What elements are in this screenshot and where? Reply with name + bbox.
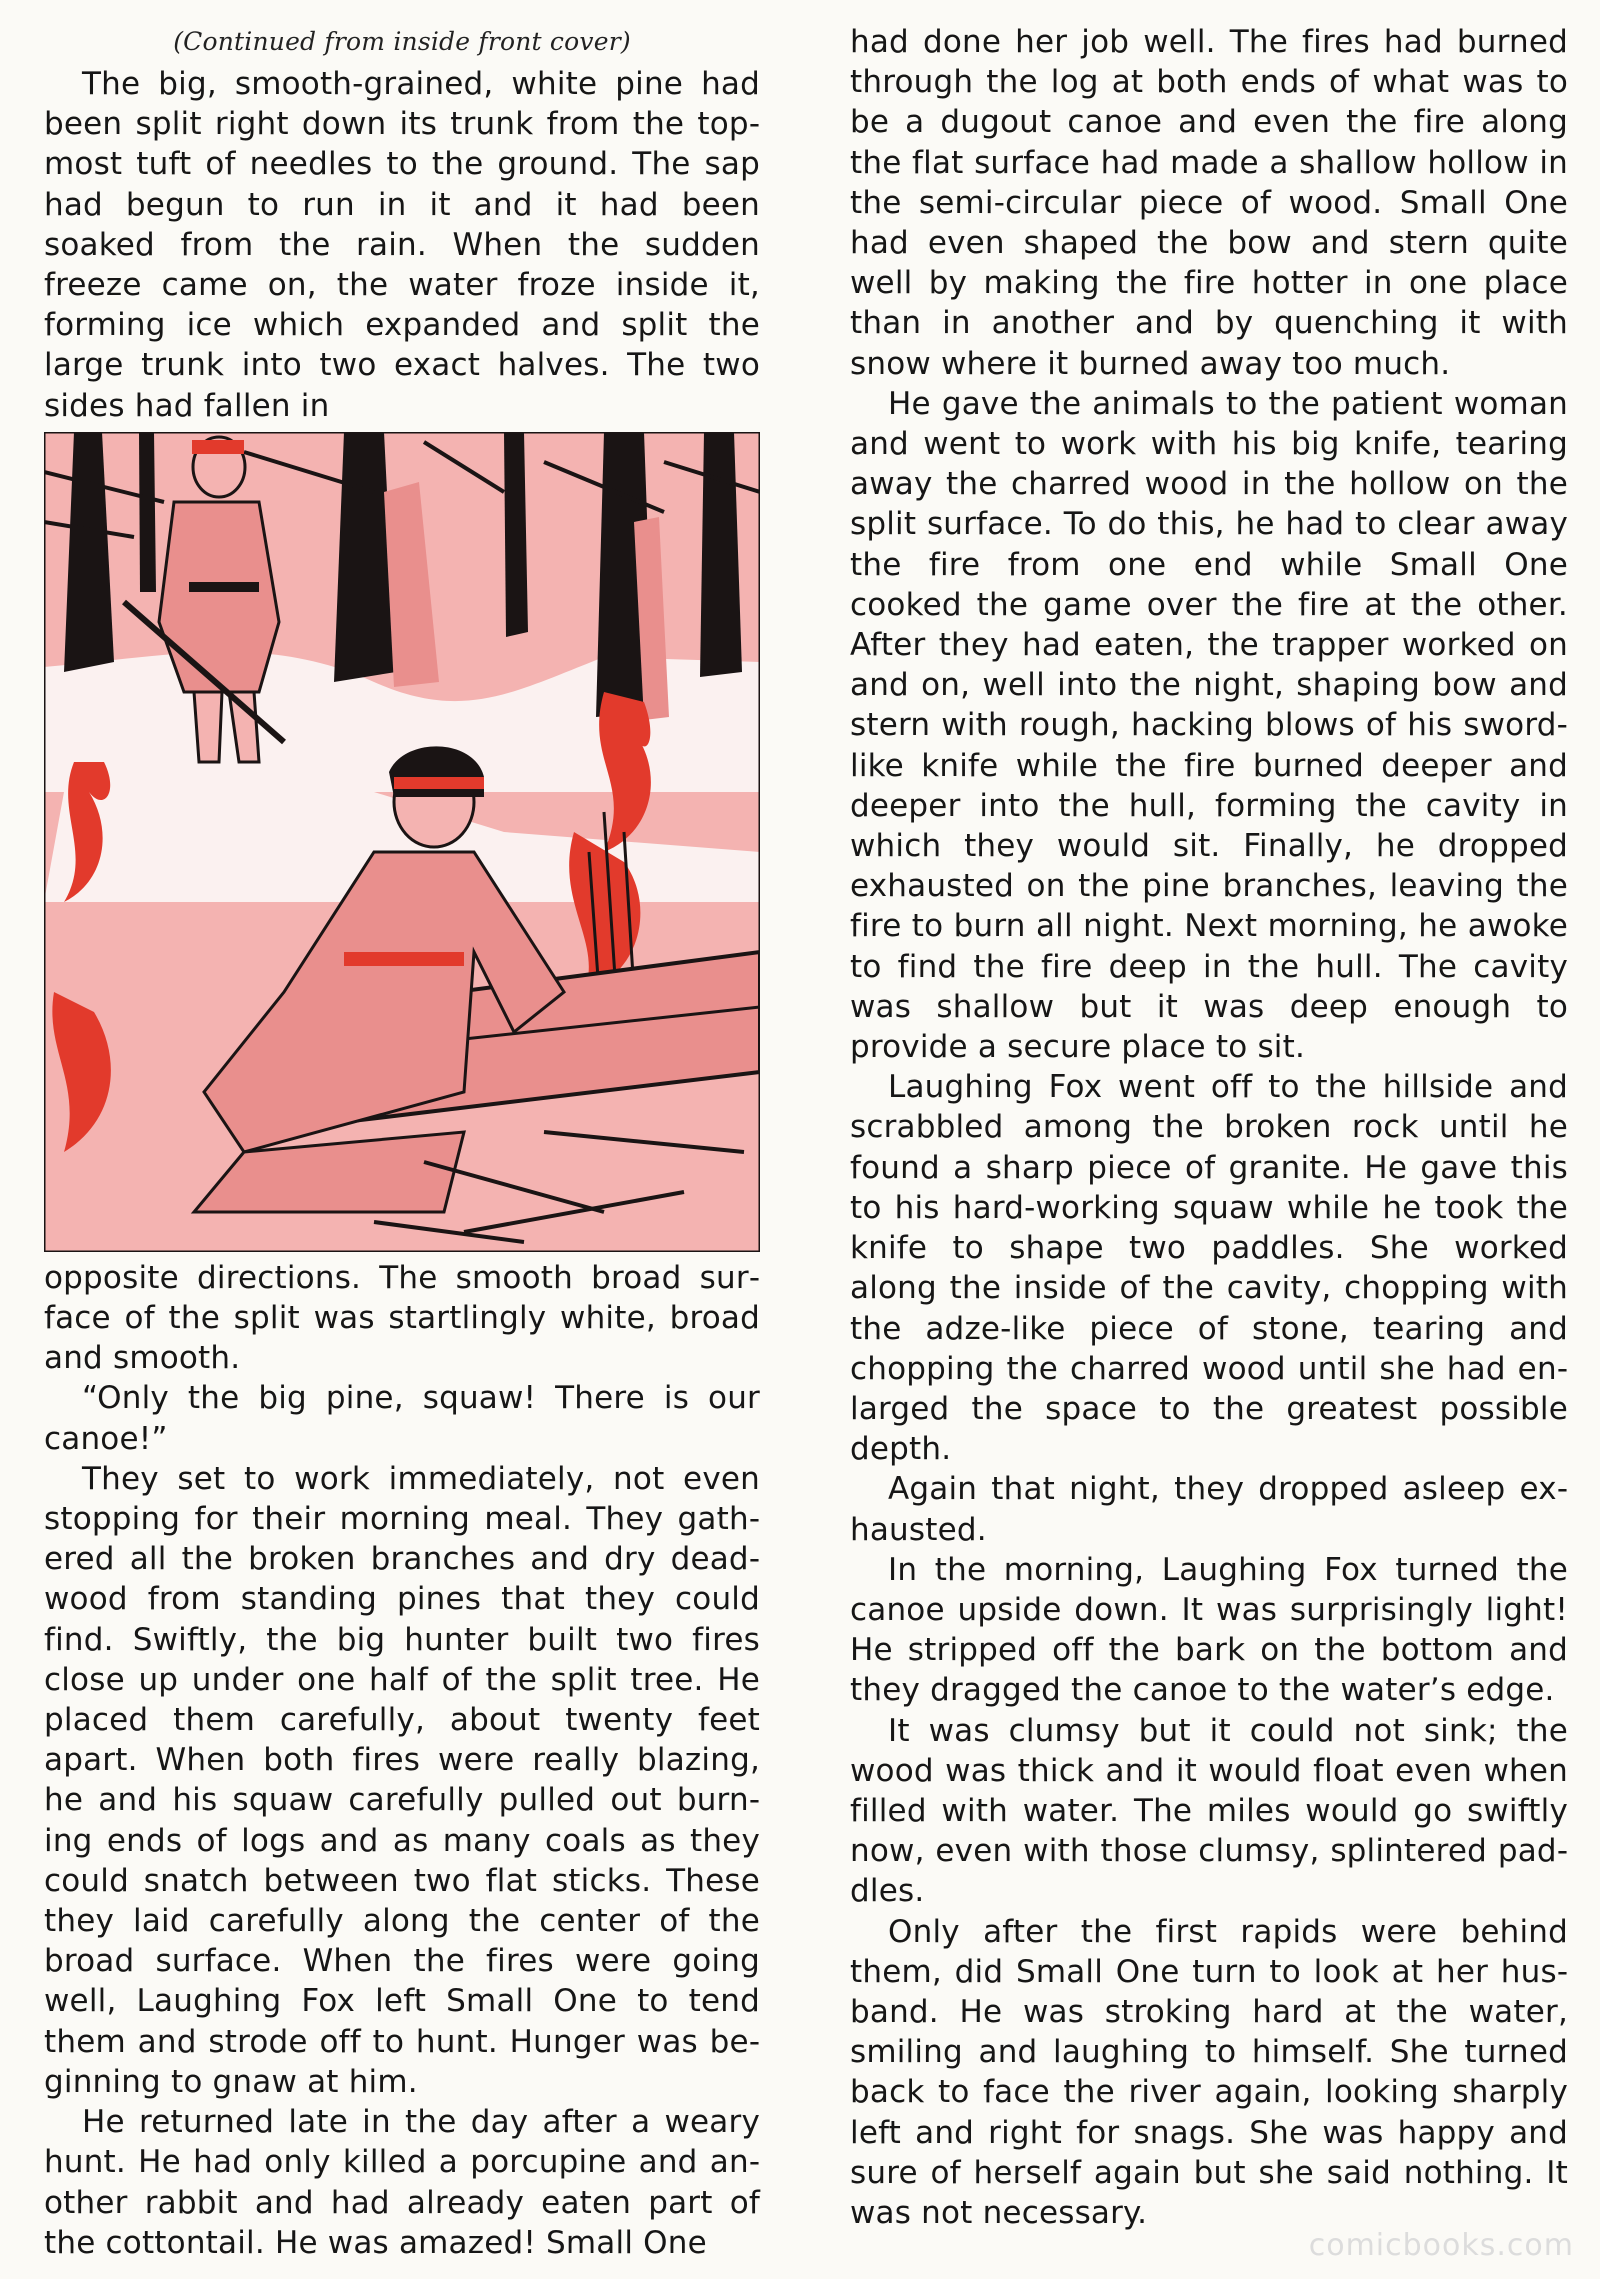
paragraph: He gave the animals to the patient woman and went to work with his big knife, tearing away the charred wood in the hollow on the split surface. To do this, he had to clear away the fire from one end while Small One cooked the game over the fire at the other. After they had eaten, the trapper worked on and on, well into the night, shaping bow and stern with rough, hacking blows of his sword-like knife while the fire burned deeper and deeper into the hull, forming the cavity in which they would sit. Finally, he dropped exhausted on the pine branches, leaving the fire to burn all night. Next morning, he awoke to find the fire deep in the hull. The cavity was shallow but it was deep enough to provide a secure place to sit.	[850, 385, 1568, 1066]
paragraph: Laughing Fox went off to the hillside and scrabbled among the broken rock until he found a sharp piece of granite. He gave this to his hard-working squaw while he took the knife to shape two paddles. She worked along the inside of the cavity, chopping with the adze-like piece of stone, tearing and chopping the charred wood until she had enlarged the space to the greatest possible depth.	[850, 1069, 1568, 1468]
paragraph: Again that night, they dropped asleep exhausted.	[850, 1471, 1568, 1548]
story-illustration	[44, 432, 760, 1252]
paragraph: It was clumsy but it could not sink; the wood was thick and it would float even when filled with water. The miles would go swiftly now, even with those clumsy, splintered paddles.	[850, 1712, 1568, 1910]
paragraph: Only after the first rapids were behind them, did Small One turn to look at her husband. He was stroking hard at the water, smiling and laughing to himself. She turned back to face the river again, looking sharply left and right for snags. She was happy and sure of herself again but she said nothing. It was not necessary.	[850, 1913, 1568, 2231]
paragraph: had done her job well. The fires had burned through the log at both ends of what was to be a dugout canoe and even the fire along the flat surface had made a shallow hollow in the semi-circular piece of wood. Small One had even shaped the bow and stern quite well by making the fire hotter in one place than in another and by quenching it with snow where it burned away too much.	[850, 24, 1568, 382]
paragraph: The big, smooth-grained, white pine had been split right down its trunk from the topmost tuft of needles to the ground. The sap had begun to run in it and it had been soaked from the rain. When the sudden freeze came on, the water froze inside it, forming ice which expanded and split the large trunk into two exact halves. The two sides had fallen in	[44, 66, 760, 424]
paragraph: They set to work immediately, not even stopping for their morning meal. They gathered all the broken branches and dry deadwood from standing pines that they could find. Swiftly, the big hunter built two fires close up under one half of the split tree. He placed them carefully, about twenty feet apart. When both fires were really blazing, he and his squaw carefully pulled out burning ends of logs and as many coals as they could snatch between two flat sticks. These they laid carefully along the center of the broad surface. When the fires were going well, Laughing Fox left Small One to tend them and strode off to hunt. Hunger was beginning to gnaw at him.	[44, 1460, 760, 2100]
right-column	[850, 22, 1568, 2231]
continued-header: (Continued from inside front cover)	[173, 27, 631, 56]
left-column	[44, 22, 760, 2261]
paragraph: He returned late in the day after a weary hunt. He had only killed a porcupine and another rabbit and had already eaten part of the cottontail. He was amazed! Small One	[44, 2104, 760, 2261]
paragraph: “Only the big pine, squaw! There is our canoe!”	[44, 1380, 760, 1457]
paragraph: In the morning, Laughing Fox turned the canoe upside down. It was surprisingly light! He stripped off the bark on the bottom and they dragged the canoe to the water’s edge.	[850, 1551, 1568, 1709]
paragraph: opposite directions. The smooth broad surface of the split was startlingly white, broad and smooth.	[44, 1259, 760, 1377]
illustration-svg	[44, 432, 760, 1252]
watermark: comicbooks.com	[1308, 2228, 1574, 2263]
